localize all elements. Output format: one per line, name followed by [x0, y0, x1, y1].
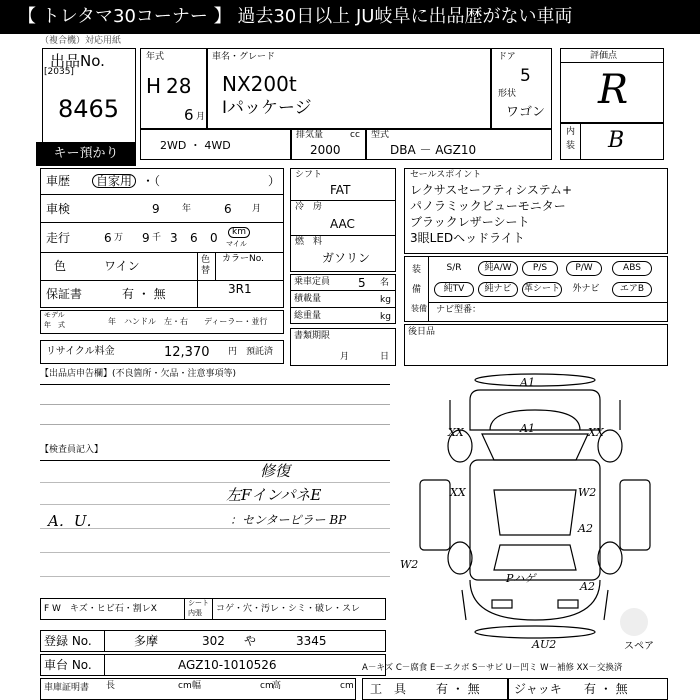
mileage-man: 6 — [104, 231, 112, 245]
grade-label: 評価点 — [590, 51, 618, 61]
equipment-label-2: 備 — [412, 285, 422, 295]
form-subheader: （複合機）対応用紙 — [40, 36, 122, 46]
inspector-notes-label: 【検査員記入】 — [40, 445, 104, 455]
inspection-year: 9 — [152, 202, 160, 216]
capacity-value: 5 — [358, 276, 366, 290]
history-rest: ・（ ） — [142, 174, 281, 188]
damage-mark-front-bumper: A1 — [520, 376, 535, 389]
color-value: ワイン — [104, 259, 140, 273]
interior-label-2: 装 — [566, 141, 576, 151]
displacement-value: 2000 — [310, 143, 341, 157]
model-year-unit: 年 — [108, 317, 116, 326]
tools-value: 有 ・ 無 — [436, 682, 480, 696]
recycle-label: リサイクル料金 — [46, 346, 115, 357]
equipment-sunroof: S/R — [446, 263, 462, 273]
chassis-number: AGZ10-1010526 — [178, 658, 277, 672]
seller-report-label: 【出品店申告欄】(不良箇所・欠品・注意事項等) — [40, 369, 237, 379]
sales-point-item: 3眼LEDヘッドライト — [410, 231, 525, 245]
certificate-label: 車庫証明書 — [44, 683, 90, 693]
warranty-label: 保証書 — [46, 287, 83, 301]
registration-area: 多摩 — [134, 634, 159, 648]
door-label: ドア — [498, 52, 516, 62]
equipment-navi: 純ナビ — [478, 282, 518, 297]
damage-mark-hood: A1 — [520, 422, 535, 435]
certificate-height: 高 — [272, 681, 282, 691]
certificate-length-unit: cm — [178, 681, 192, 691]
inspection-month-unit: 月 — [252, 204, 262, 214]
equipment-label-1: 装 — [412, 265, 422, 275]
jack-value: 有 ・ 無 — [584, 682, 628, 696]
gross-unit: kg — [380, 312, 391, 322]
registration-kana: や — [244, 634, 257, 648]
warranty-value: 有 ・ 無 — [122, 287, 166, 301]
interior-label-1: 内 — [566, 127, 576, 137]
damage-code-legend: A－キズ C－腐食 E－エクボ S－サビ U－凹ミ W－補修 XX－交換済 — [362, 663, 623, 673]
cooler-label: 冷 房 — [295, 202, 323, 212]
equipment-alloy-wheel: 純A/W — [478, 261, 518, 276]
recycle-unit: 円 — [228, 347, 238, 357]
damage-mark-left-rear: W2 — [400, 558, 419, 571]
certificate-width: 幅 — [192, 681, 202, 691]
cooler-value: AAC — [330, 217, 355, 231]
sales-point-item: パノラミックビューモニター — [410, 199, 566, 213]
damage-mark-rear-hatch: Pハゲ — [506, 572, 536, 585]
certificate-length: 長 — [106, 681, 116, 691]
chassis-label: 車台 No. — [44, 658, 92, 672]
seat-label-1: シート — [188, 599, 209, 607]
mileage-unit-km: km — [228, 227, 250, 238]
jack-label: ジャッキ — [514, 682, 562, 696]
drive-type: 2WD ・ 4WD — [160, 139, 231, 152]
inspector-note-2: 左FインパネE — [226, 486, 322, 504]
sales-point-item: レクサスセーフティシステム+ — [410, 183, 573, 197]
key-deposit-label: キー預かり — [36, 142, 136, 166]
interior-damage-types: コゲ・穴・汚レ・シミ・破レ・スレ — [216, 604, 361, 614]
handle-side: ハンドル 左・右 — [124, 317, 188, 326]
grade-name: Iパッケージ — [222, 98, 312, 118]
mileage-sen-unit: 千 — [152, 233, 162, 243]
gross-label: 総重量 — [294, 311, 322, 321]
year-label: 年式 — [146, 52, 165, 62]
damage-mark-right-rear: A2 — [580, 580, 595, 593]
mileage-sen: 9 — [142, 231, 150, 245]
document-period-unit-day: 日 — [380, 352, 390, 362]
spare-tire-icon — [620, 608, 648, 636]
lot-label: 出品No. — [50, 52, 105, 70]
damage-mark-left-front: XX — [448, 426, 464, 439]
damage-mark-left-door: XX — [450, 486, 466, 499]
certificate-height-unit: cm — [340, 681, 354, 691]
history-label: 車歴 — [46, 174, 71, 188]
certificate-width-unit: cm — [260, 681, 274, 691]
mileage-digit-2: 6 — [190, 231, 198, 245]
lot-number: 8465 — [58, 95, 120, 123]
mileage-digit-3: 0 — [210, 231, 218, 245]
model-name: NX200t — [222, 72, 297, 96]
year-era: H — [146, 74, 162, 98]
equipment-power-steering: P/S — [522, 261, 558, 276]
equipment-external-navi: 外ナビ — [572, 284, 600, 294]
inspector-note-3: ：センターピラー BP — [230, 513, 347, 527]
seat-label-2: 内張 — [188, 609, 202, 617]
mileage-man-unit: 万 — [114, 233, 124, 243]
navi-model-label: ナビ型番： — [436, 305, 482, 315]
dealer-type: ディーラー・並行 — [204, 317, 268, 326]
inspector-entry: A．U． — [48, 512, 102, 530]
registration-label: 登録 No. — [44, 634, 92, 648]
fuel-label: 燃 料 — [295, 237, 323, 247]
equipment-airbag: エアB — [612, 282, 652, 297]
document-period-label: 書類期限 — [294, 331, 331, 341]
lot-tag: [2035] — [44, 67, 74, 77]
recycle-note: 預託済 — [246, 347, 274, 357]
load-unit: kg — [380, 295, 391, 305]
model-year-label-1: モデル — [44, 311, 65, 319]
inspector-note-1: 修復 — [260, 462, 291, 480]
damage-mark-rear-bumper: AU2 — [532, 638, 557, 650]
equipment-label: 装備 — [411, 304, 427, 313]
sales-point-item: ブラックレザーシート — [410, 215, 530, 229]
windshield-condition: F W キズ・ヒビ石・割レX — [44, 604, 157, 614]
color-change-2: 替 — [201, 266, 211, 276]
history-value: 自家用 — [92, 174, 136, 188]
later-date-box — [404, 324, 668, 366]
registration-class: 302 — [202, 634, 225, 648]
grade-value: R — [598, 67, 629, 113]
model-year-label-2: 年 式 — [44, 321, 65, 329]
shape-value: ワゴン — [506, 105, 546, 120]
capacity-label: 乗車定員 — [294, 277, 331, 287]
shift-value: FAT — [330, 183, 351, 197]
load-label: 積載量 — [294, 294, 322, 304]
sales-points-label: セールスポイント — [410, 170, 482, 180]
color-code: 3R1 — [228, 282, 252, 296]
equipment-tv: 純TV — [434, 282, 474, 297]
inspection-year-unit: 年 — [182, 204, 192, 214]
type-label: 型式 — [371, 130, 390, 140]
shift-label: シフト — [295, 170, 323, 180]
damage-mark-right-door: W2 — [578, 486, 597, 499]
year-month: 6 — [184, 106, 194, 124]
shape-label: 形状 — [498, 89, 517, 99]
equipment-power-window: P/W — [566, 261, 602, 276]
displacement-unit: cc — [350, 130, 360, 140]
year-month-unit: 月 — [196, 112, 206, 122]
equipment-leather-seat: 革シート — [522, 282, 562, 297]
name-label: 車名・グレード — [212, 52, 276, 62]
type-value: DBA － AGZ10 — [390, 143, 477, 157]
mileage-digit-1: 3 — [170, 231, 178, 245]
capacity-unit: 名 — [380, 278, 390, 288]
color-label: 色 — [54, 259, 67, 273]
document-period-unit: 月 — [340, 352, 350, 362]
interior-grade-value: B — [608, 128, 625, 153]
mileage-label: 走行 — [46, 231, 71, 245]
registration-number: 3345 — [296, 634, 327, 648]
tools-label: 工 具 — [370, 682, 407, 696]
inspection-label: 車検 — [46, 202, 71, 216]
inspection-month: 6 — [224, 202, 232, 216]
color-code-label: カラーNo. — [222, 254, 264, 264]
color-change-1: 色 — [201, 255, 211, 265]
damage-mark-right-front: XX — [588, 426, 604, 439]
damage-mark-right-rear-door: A2 — [578, 522, 593, 535]
recycle-value: 12,370 — [164, 345, 210, 360]
spare-label: スペア — [624, 641, 654, 652]
equipment-abs: ABS — [612, 261, 652, 276]
auction-banner: 【 トレタマ30コーナー 】 過去30日以上 JU岐阜に出品歴がない車両 — [0, 0, 700, 34]
mileage-unit-mile: マイル — [226, 240, 247, 248]
door-value: 5 — [520, 66, 531, 86]
displacement-label: 排気量 — [296, 130, 324, 140]
year-value: 28 — [166, 74, 192, 98]
fuel-value: ガソリン — [322, 251, 371, 265]
later-date-label: 後日品 — [408, 327, 436, 337]
